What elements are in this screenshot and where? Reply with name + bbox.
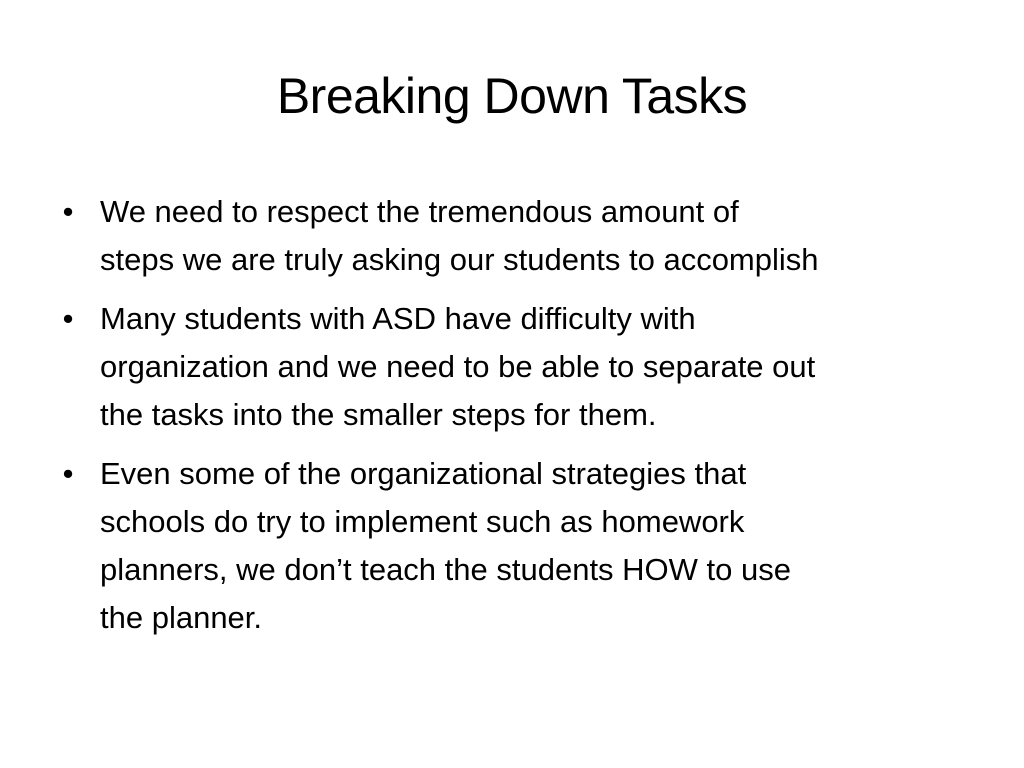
list-item <box>58 450 958 642</box>
bullet-text: Many students with ASD have difficulty with organization and we need to be able to separate out the tasks into the smaller steps for them. <box>100 301 816 432</box>
bullet-text: Even some of the organizational strategies that schools do try to implement such as homework planners, we don’t teach the students HOW to use the planner. <box>100 456 791 635</box>
bullet-text: We need to respect the tremendous amount of steps we are truly asking our students to accomplish <box>100 194 819 277</box>
bullet-marker: • <box>62 301 74 336</box>
list-item <box>58 188 958 284</box>
bullet-list <box>58 188 958 653</box>
list-item <box>58 295 958 439</box>
bullet-marker: • <box>62 456 74 491</box>
bullet-marker: • <box>62 194 74 229</box>
slide-title: Breaking Down Tasks <box>276 68 748 124</box>
